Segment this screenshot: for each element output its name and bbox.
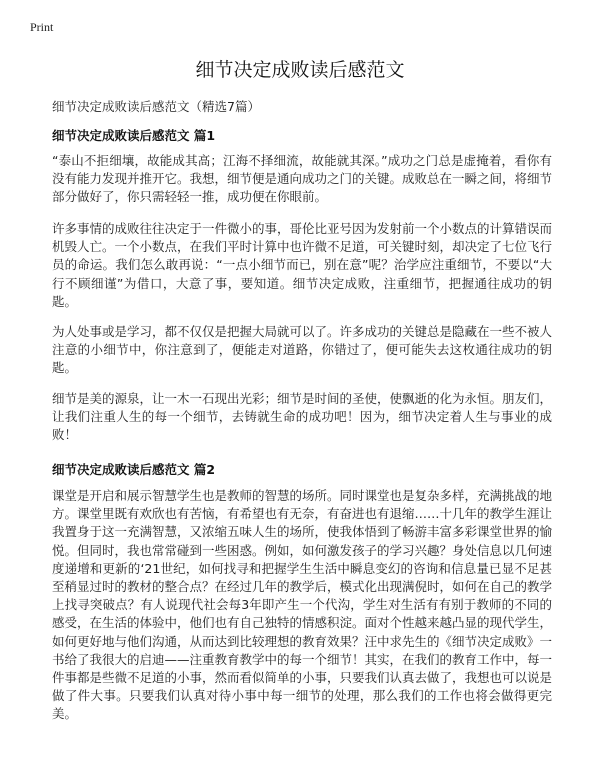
section-heading-1: 细节决定成败读后感范文 篇1 xyxy=(52,128,216,143)
paragraph: 许多事情的成败往往决定于一件微小的事，哥伦比亚号因为发射前一个小数点的计算错误而机毁人亡。一个小数点，在我们平时计算中也许微不足道，可关键时刻，却决定了七位飞行员的命运。我们怎么敢再说：“一点小细节而已，别在意”呢？治学应注重细节，不要以“大行不顾细谨”为借口，大意了事，要知道。细节决定成败，注重细节，把握通往成功的钥匙。 xyxy=(52,221,553,309)
print-link[interactable]: Print xyxy=(30,20,54,34)
page-title: 细节决定成败读后感范文 xyxy=(195,59,405,81)
paragraph: 为人处事或是学习，都不仅仅是把握大局就可以了。许多成功的关键总是隐藏在一些不被人注意的小细节中，你注意到了，便能走对道路，你错过了，便可能失去这枚通往成功的钥匙。 xyxy=(52,324,553,376)
section-heading-2: 细节决定成败读后感范文 篇2 xyxy=(52,462,216,477)
document-subtitle: 细节决定成败读后感范文（精选7篇） xyxy=(52,99,260,114)
paragraph: 细节是美的源泉，让一木一石现出光彩；细节是时间的圣使，使飘逝的化为永恒。朋友们，让我们注重人生的每一个细节，去铸就生命的成功吧！因为，细节决定着人生与事业的成败！ xyxy=(52,391,553,443)
paragraph: “泰山不拒细壤，故能成其高；江海不择细流，故能就其深。”成功之门总是虚掩着，看你有没有能力发现并推开它。我想，细节便是通向成功之门的关键。成败总在一瞬之间，将细节部分做好了，你只需轻轻一推，成功便在你眼前。 xyxy=(52,153,553,205)
paragraph: 课堂是开启和展示智慧学生也是教师的智慧的场所。同时课堂也是复杂多样，充满挑战的地方。课堂里既有欢欣也有苦恼，有希望也有无奈，有奋进也有退缩……十几年的教学生涯让我置身于这一充满智慧，又浓缩五味人生的场所，使我体悟到了畅游丰富多彩课堂世界的愉悦。但同时，我也常常碰到一些困惑。例如，如何激发孩子的学习兴趣？身处信息以几何速度递增和更新的‘21世纪，如何找寻和把握学生生活中瞬息变幻的咨询和信息量已显不足甚至稍显过时的教材的整合点？在经过几年的教学后，模式化出现满倪时，如何在自己的教学上找寻突破点？有人说现代社会每3年即产生一个代沟，学生对生活有有别于教师的不同的感受，在生活的体验中，他们也有自己独特的情感积淀。面对个性越来越凸显的现代学生，如何更好地与他们沟通，从而达到比较理想的教育效果？汪中求先生的《细节决定成败》一书给了我很大的启迪——注重教育教学中的每一个细节！其实，在我们的教育工作中，每一件事都是些微不足道的小事，然而看似简单的小事，只要我们认真去做了，我想也可以说是做了件大事。只要我们认真对待小事中每一细节的处理，那么我们的工作也将会做得更完美。 xyxy=(52,488,553,722)
